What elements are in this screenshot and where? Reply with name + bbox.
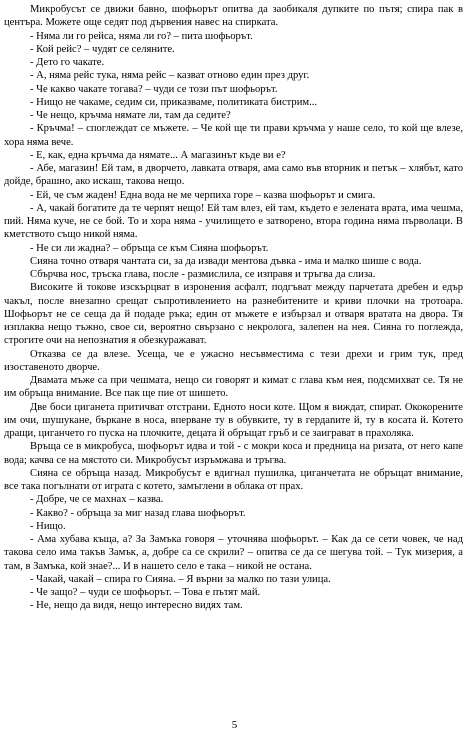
paragraph: Отказва се да влезе. Усеща, че е ужасно несъвместима с тези дрехи и грим тук, пред изоставеното дворче. bbox=[4, 348, 463, 373]
paragraph: Връща се в микробуса, шофьорът идва и той - с мокри коса и предница на ризата, от него капе вода; качва се на мястото си. Микробусът изръмжава и тръгва. bbox=[4, 441, 463, 466]
paragraph: Високите й токове изскърцват в изронения асфалт, подгъват между парчетата дребен и едър чакъл, после внезапно срещат съпротивлението на разнебитените и криви плочки на тротоара. Шофьорът не се сеща да й подаде ръка; един от мъжете е избързал и отваря вратата на двора. Тя изплаква нещо тъжно, свое си, вероятно свързано с некролога, залепен на нея. Сияна го поглежда, строгите очи на непознатия я обезкуражават. bbox=[4, 282, 463, 347]
paragraph: - Чакай, чакай – спира го Сияна. – Я върни за малко по тази улица. bbox=[30, 573, 331, 585]
paragraph: - Че нещо, кръчма нямате ли, там да седите? bbox=[30, 110, 231, 121]
page-number: 5 bbox=[231, 719, 238, 731]
paragraph: - Не си ли жадна? – обръща се към Сияна шофьорът. bbox=[30, 242, 269, 254]
paragraph: Сияна се обръща назад. Микробусът е вдигнал пушилка, циганчетата не обръщат внимание, все така погълнати от играта с котето, замъглени в облака от прах. bbox=[4, 467, 463, 492]
paragraph: - Дето го чакате. bbox=[30, 57, 105, 68]
paragraph: - Не, нещо да видя, нещо интересно видях там. bbox=[30, 600, 243, 612]
paragraph: - Че какво чакате тогава? – чуди се този път шофьорът. bbox=[30, 83, 278, 95]
paragraph: Сияна точно отваря чантата си, за да извади ментова дъвка - има и малко шише с вода. bbox=[30, 255, 422, 267]
paragraph: - Нищо. bbox=[30, 520, 66, 532]
paragraph: - Че защо? – чуди се шофьорът. – Това е пътят май. bbox=[30, 587, 261, 598]
paragraph: - Абе, магазин! Ей там, в дворчето, лавката отваря, ама само във вторник и петък – хлябът, като дойде, брашно, ако искаш, такова нещо. bbox=[4, 163, 463, 188]
paragraph: - Ама хубава къща, а? За Замъка говоря – уточнява шофьорът. – Как да се сети човек, че над такова село има такъв Замък, а, добре са се скрили? – опитва се да се шегува той. – Тук мизерия, а там, в Замъка, кой знае?... И в нашето село е така – никой не остана. bbox=[4, 534, 463, 572]
paragraph: Двамата мъже са при чешмата, нещо си говорят и кимат с глава към нея, подсмихват се. Тя не им обръща внимание. Все пак ще пие от шишето. bbox=[4, 375, 463, 400]
paragraph: - Кръчма! – споглеждат се мъжете. – Че кой ще ти прави кръчма у наше село, то кой ще влезе, хора няма вече. bbox=[4, 123, 463, 148]
body-text bbox=[4, 3, 463, 613]
paragraph: - Какво? - обръща за миг назад глава шофьорът. bbox=[30, 507, 246, 519]
paragraph: Микробусът се движи бавно, шофьорът опитва да заобикаля дупките по пътя; спира пак в центъра. Можете още седят под дървения навес на спирката. bbox=[4, 4, 463, 29]
paragraph: - Е, как, една кръчма да нямате... А магазинът къде ви е? bbox=[30, 149, 286, 161]
paragraph: - А, чакай богатите да те черпят нещо! Ей там влез, ей там, където е зелената врата, има чешма, пий. Няма куче, не се бой. То и хора няма - училището е затворено, втора година няма първолаци. В кметството също никой няма. bbox=[4, 202, 463, 241]
paragraph: - Добре, че се махнах – казва. bbox=[30, 494, 164, 506]
paragraph: - Кой рейс? – чудят се селяните. bbox=[30, 43, 175, 55]
paragraph: Две боси циганета притичват отстрани. Едното носи коте. Щом я виждат, спират. Ококорените им очи, шушукане, бъркане в носа, вперване ту в обувките, ту в гердanите й, ту в косата й. Котето дращи, циганчето го пуска на плочките, децата й обръщат гръб и се заиграват в прахоляка. bbox=[4, 401, 463, 439]
paragraph: - Нищо не чакаме, седим си, приказваме, политиката бистрим... bbox=[30, 96, 318, 108]
paragraph: - Ей, че съм жаден! Една вода не ме черпиха горе – казва шофьорът и смига. bbox=[30, 189, 376, 201]
paragraph: - А, няма рейс тука, няма рейс – казват отново един през друг. bbox=[30, 70, 310, 82]
paragraph: - Няма ли го рейса, няма ли го? – пита шофьорът. bbox=[30, 30, 253, 42]
paragraph: Сбърчва нос, тръска глава, после - размислила, се изправя и тръгва да слиза. bbox=[30, 269, 376, 280]
